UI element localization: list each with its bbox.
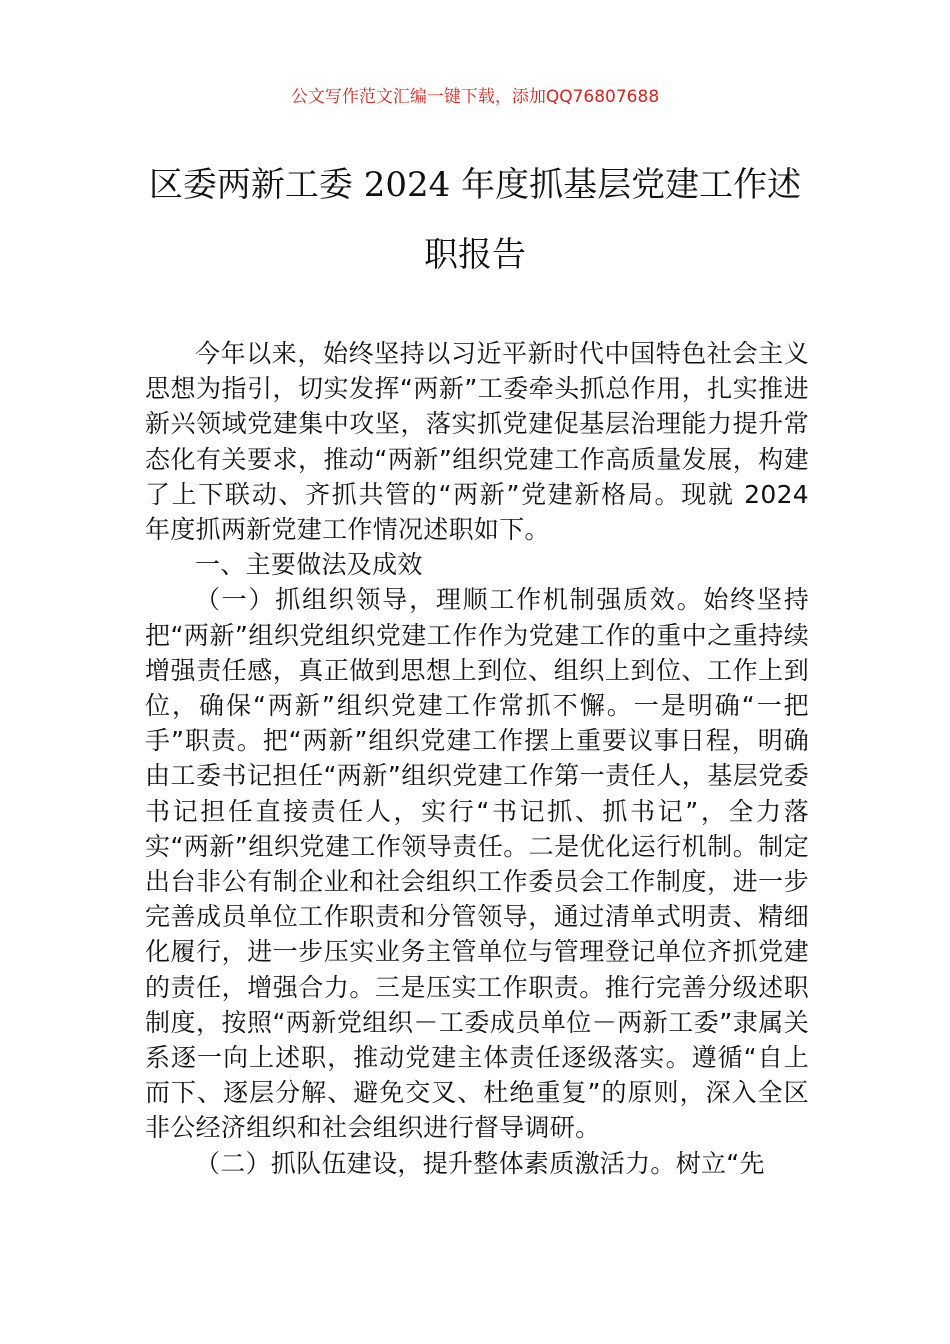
section-1-paragraph: （一）抓组织领导，理顺工作机制强质效。始终坚持把“两新”组织党组织党建工作作为党建工作的重中之重持续增强责任感，真正做到思想上到位、组织上到位、工作上到位，确保“两新”组织党建工作常抓不懈。一是明确“一把手”职责。把“两新”组织党建工作摆上重要议事日程，明确由工委书记担任“两新”组织党建工作第一责任人，基层党委书记担任直接责任人，实行“书记抓、抓书记”，全力落实“两新”组织党建工作领导责任。二是优化运行机制。制定出台非公有制企业和社会组织工作委员会工作制度，进一步完善成员单位工作职责和分管领导，通过清单式明责、精细化履行，进一步压实业务主管单位与管理登记单位齐抓党建的责任，增强合力。三是压实工作职责。推行完善分级述职制度，按照“两新党组织－工委成员单位－两新工委”隶属关系逐一向上述职，推动党建主体责任逐级落实。遵循“自上而下、逐层分解、避免交叉、杜绝重复”的原则，深入全区非公经济组织和社会组织进行督导调研。	[145, 585, 809, 1143]
section-heading: 一、主要做法及成效	[195, 550, 423, 580]
download-banner: 公文写作范文汇编一键下载，添加QQ76807688	[290, 87, 660, 107]
title-line-2: 职报告	[424, 235, 526, 275]
document-body	[145, 336, 809, 1181]
section-2-paragraph: （二）抓队伍建设，提升整体素质激活力。树立“先	[195, 1148, 765, 1178]
document-title	[130, 150, 820, 290]
title-line-1: 区委两新工委 2024 年度抓基层党建工作述	[148, 165, 802, 205]
intro-paragraph: 今年以来，始终坚持以习近平新时代中国特色社会主义思想为指引，切实发挥“两新”工委牵头抓总作用，扎实推进新兴领域党建集中攻坚，落实抓党建促基层治理能力提升常态化有关要求，推动“两新”组织党建工作高质量发展，构建了上下联动、齐抓共管的“两新”党建新格局。现就 2024 年度抓两新党建工作情况述职如下。	[145, 339, 809, 545]
